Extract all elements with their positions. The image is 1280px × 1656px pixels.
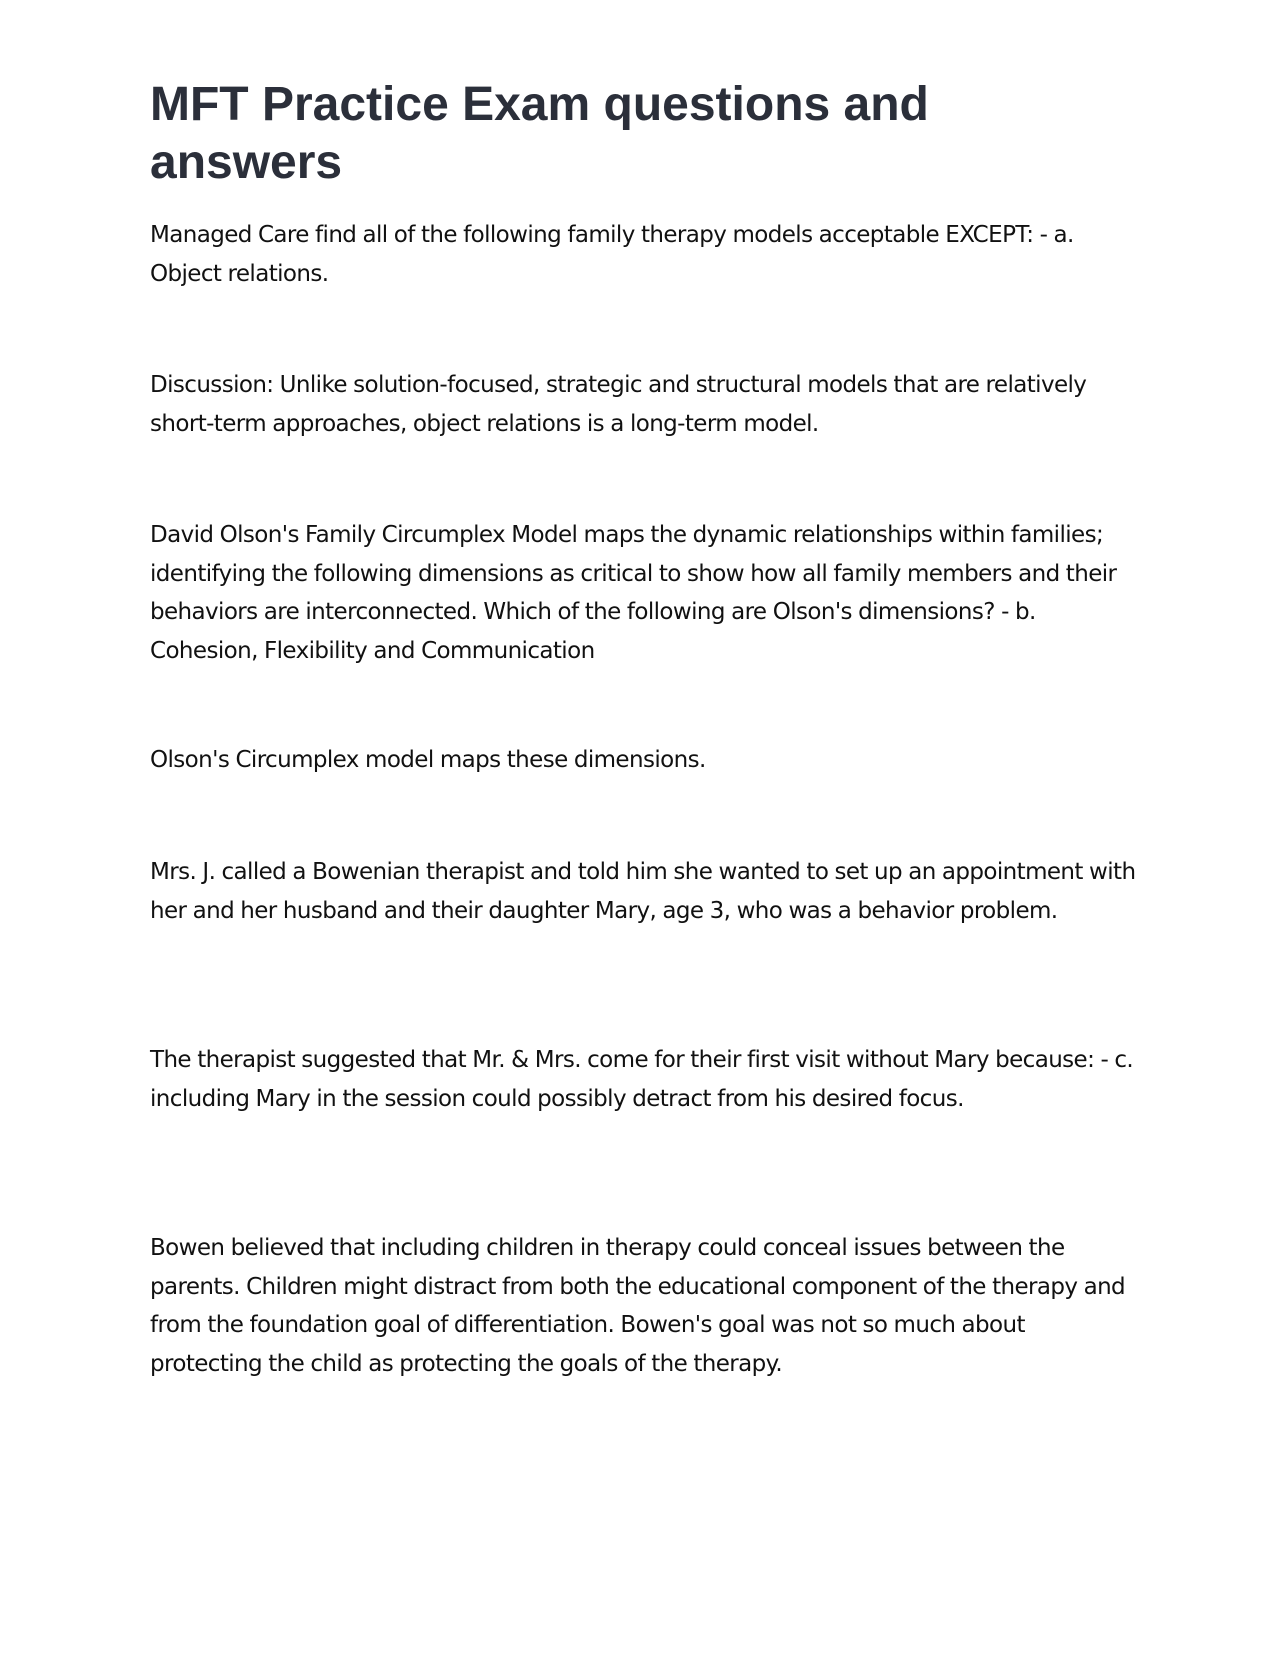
explanation-paragraph: Olson's Circumplex model maps these dimensions. <box>150 747 706 773</box>
question-paragraph: The therapist suggested that Mr. & Mrs. come for their first visit without Mary because: - c. including Mary in the session could possibly detract from his desired focus. <box>150 1047 1134 1112</box>
discussion-paragraph: Discussion: Unlike solution-focused, strategic and structural models that are relatively short-term approaches, object relations is a long-term model. <box>150 372 1087 437</box>
question-paragraph: David Olson's Family Circumplex Model maps the dynamic relationships within families; identifying the following dimensions as critical to show how all family members and their behaviors are interconnected. Which of the following are Olson's dimensions? - b. Cohesion, Flexibility and Communication <box>150 522 1117 664</box>
explanation-paragraph: Bowen believed that including children in therapy could conceal issues between the parents. Children might distract from both the educational component of the therapy and from the foundation goal of differentiation. Bowen's goal was not so much about protecting the child as protecting the goals of the therapy. <box>150 1235 1126 1377</box>
question-paragraph: Managed Care find all of the following family therapy models acceptable EXCEPT: - a. Object relations. <box>150 222 1074 287</box>
document-title: MFT Practice Exam questions and answers <box>150 78 929 189</box>
question-paragraph: Mrs. J. called a Bowenian therapist and told him she wanted to set up an appointment with her and her husband and their daughter Mary, age 3, who was a behavior problem. <box>150 859 1136 924</box>
